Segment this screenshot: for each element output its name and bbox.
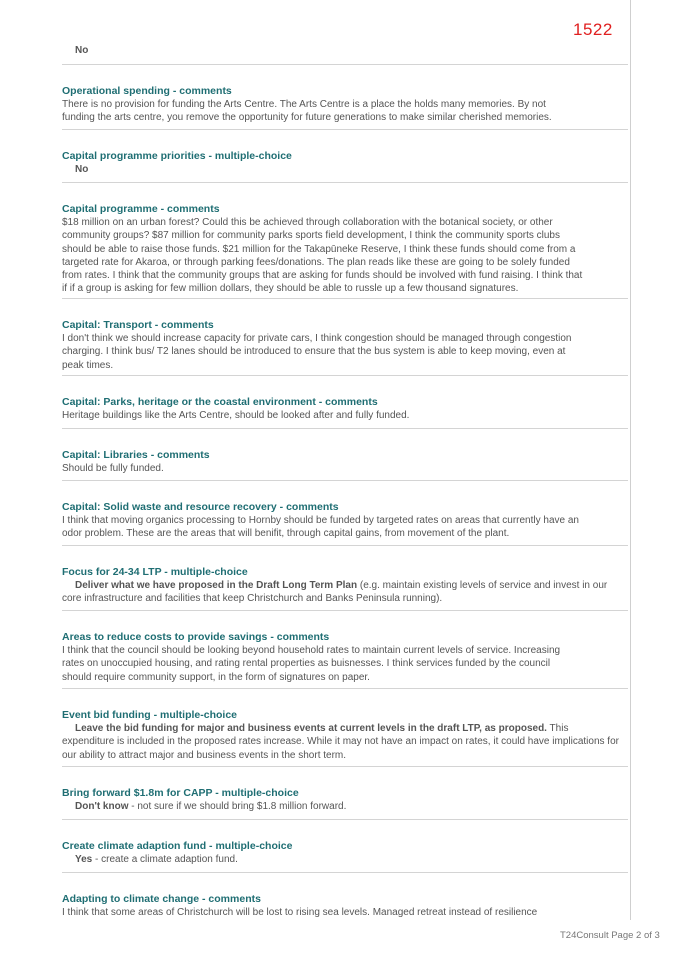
section-heading: Focus for 24-34 LTP - multiple-choice bbox=[62, 566, 248, 578]
answer-detail: (e.g. maintain existing levels of service and invest in our bbox=[357, 580, 608, 591]
section-heading: Capital: Solid waste and resource recovery - comments bbox=[62, 501, 339, 513]
comment-line: rates on unoccupied housing, and rating rental properties as buisnesses. I think services funded by the council bbox=[62, 658, 551, 670]
right-margin-rule bbox=[630, 0, 631, 920]
comment-line: I think that some areas of Christchurch will be lost to rising sea levels. Managed retreat instead of resilience bbox=[62, 907, 538, 918]
section-capital-transport-comments bbox=[62, 319, 628, 372]
section-divider bbox=[62, 428, 628, 429]
section-divider bbox=[62, 688, 628, 689]
answer-detail: - create a climate adaption fund. bbox=[92, 854, 238, 865]
page-stamp-number: 1522 bbox=[573, 20, 613, 39]
comment-line: peak times. bbox=[62, 359, 114, 371]
section-heading: Capital programme - comments bbox=[62, 203, 220, 215]
page-footer: T24Consult Page 2 of 3 bbox=[560, 930, 660, 941]
answer-value: Leave the bid funding for major and business events at current levels in the draft LTP, as proposed. bbox=[75, 723, 547, 734]
comment-line: charging. I think bus/ T2 lanes should be introduced to ensure that the bus system is able to keep moving, even at bbox=[62, 346, 566, 358]
section-adapting-climate-comments bbox=[62, 893, 628, 919]
answer-detail: - not sure if we should bring $1.8 million forward. bbox=[128, 801, 347, 812]
section-heading: Operational spending - comments bbox=[62, 85, 232, 97]
comment-line: if if a group is asking for few million dollars, they should be able to russle up a few thousand signatures. bbox=[62, 283, 519, 295]
section-divider bbox=[62, 766, 628, 767]
comment-line: I don't think we should increase capacity for private cars, I think congestion should be managed through congestion bbox=[62, 333, 572, 344]
answer-detail: This bbox=[546, 723, 569, 734]
section-heading: Event bid funding - multiple-choice bbox=[62, 709, 237, 721]
section-heading: Capital: Transport - comments bbox=[62, 319, 214, 331]
section-heading: Bring forward $1.8m for CAPP - multiple-choice bbox=[62, 787, 299, 799]
section-heading: Capital: Libraries - comments bbox=[62, 449, 210, 461]
answer-continuation: our ability to attract major and business events in the short term. bbox=[62, 749, 347, 761]
answer-value: Don't know bbox=[75, 801, 129, 812]
comment-line: There is no provision for funding the Arts Centre. The Arts Centre is a place the holds many memories. By not bbox=[62, 99, 546, 110]
section-divider bbox=[62, 298, 628, 299]
document-content bbox=[62, 0, 628, 920]
section-divider bbox=[62, 375, 628, 376]
comment-line: should require community support, in the form of signatures on paper. bbox=[62, 671, 370, 683]
comment-line: I think that moving organics processing to Hornby should be funded by targeted rates on areas that currently have an bbox=[62, 515, 579, 526]
comment-line: I think that the council should be looking beyond household rates to maintain current levels of service. Increasing bbox=[62, 645, 561, 656]
comment-line: funding the arts centre, you remove the opportunity for future generations to make similar cherished memories. bbox=[62, 112, 552, 124]
section-heading: Capital programme priorities - multiple-choice bbox=[62, 150, 292, 162]
section-climate-fund-choice bbox=[62, 840, 628, 866]
comment-line: community groups? $87 million for community parks sports field development, I think the community sports clubs bbox=[62, 230, 560, 242]
comment-line: $18 million on an urban forest? Could this be achieved through collaboration with the botanical society, or other bbox=[62, 217, 553, 228]
comment-line: targeted rate for Akaroa, or through parking fees/donations. The plan reads like these are going to be solely funded bbox=[62, 256, 570, 268]
comment-line: Should be fully funded. bbox=[62, 463, 164, 474]
section-heading: Capital: Parks, heritage or the coastal environment - comments bbox=[62, 396, 378, 408]
answer-continuation: expenditure is included in the proposed rates increase. While it may not have an impact on rates, it could have implications for bbox=[62, 736, 619, 748]
section-divider bbox=[62, 64, 628, 65]
answer-value: No bbox=[75, 164, 89, 175]
section-heading: Create climate adaption fund - multiple-choice bbox=[62, 840, 293, 852]
section-divider bbox=[62, 545, 628, 546]
section-divider bbox=[62, 480, 628, 481]
section-divider bbox=[62, 610, 628, 611]
section-reduce-costs-comments bbox=[62, 631, 628, 684]
answer-value: Deliver what we have proposed in the Draft Long Term Plan bbox=[75, 580, 358, 591]
section-capp-choice bbox=[62, 787, 628, 813]
section-heading: Adapting to climate change - comments bbox=[62, 893, 261, 905]
answer-continuation: core infrastructure and facilities that keep Christchurch and Banks Peninsula running). bbox=[62, 593, 443, 605]
section-focus-ltp-choice bbox=[62, 566, 628, 606]
comment-line: from rates. I think that the community groups that are asking for funds should be involved with fund raising. I think that bbox=[62, 270, 583, 282]
comment-line: odor problem. These are the areas that will benifit, through capital gains, from movement of the plant. bbox=[62, 528, 510, 540]
section-capital-programme-comments bbox=[62, 203, 628, 296]
section-operational-spending-comments bbox=[62, 85, 628, 125]
section-capital-solid-waste-comments bbox=[62, 501, 628, 541]
section-event-bid-funding-choice bbox=[62, 709, 628, 762]
section-divider bbox=[62, 872, 628, 873]
section-divider bbox=[62, 129, 628, 130]
section-capital-libraries-comments bbox=[62, 449, 628, 475]
section-capital-programme-priorities bbox=[62, 150, 628, 176]
section-divider bbox=[62, 819, 628, 820]
section-heading: Areas to reduce costs to provide savings - comments bbox=[62, 631, 330, 643]
comment-line: should be able to raise those funds. $21 million for the Takapūneke Reserve, I think these funds should come from a bbox=[62, 243, 576, 255]
comment-line: Heritage buildings like the Arts Centre, should be looked after and fully funded. bbox=[62, 410, 410, 421]
previous-answer bbox=[62, 44, 628, 57]
answer-value: Yes bbox=[75, 854, 93, 865]
section-capital-parks-heritage-comments bbox=[62, 396, 628, 422]
answer-value: No bbox=[75, 45, 89, 56]
section-divider bbox=[62, 182, 628, 183]
